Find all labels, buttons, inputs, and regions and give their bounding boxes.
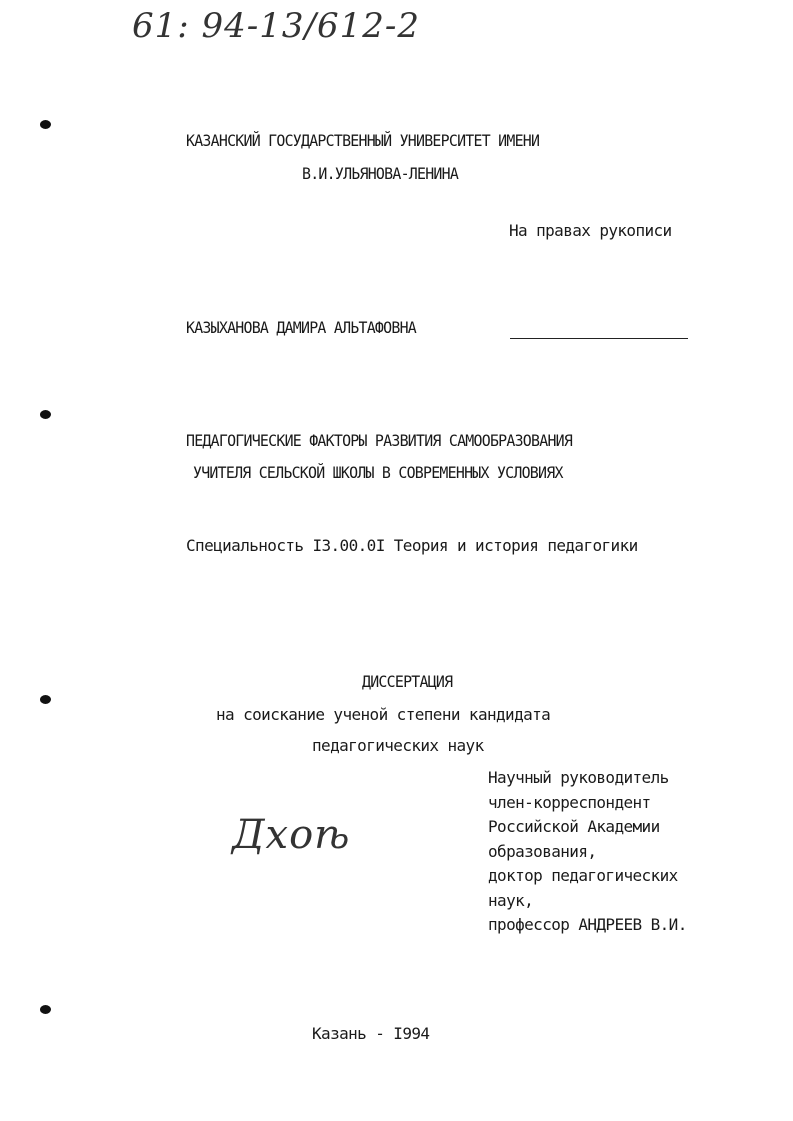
- dissertation-title-cont: УЧИТЕЛЯ СЕЛЬСКОЙ ШКОЛЫ В СОВРЕМЕННЫХ УСЛОВИЯХ: [193, 463, 563, 482]
- university-name-cont: В.И.УЛЬЯНОВА-ЛЕНИНА: [302, 164, 459, 183]
- dissertation-title: ПЕДАГОГИЧЕСКИЕ ФАКТОРЫ РАЗВИТИЯ САМООБРАЗОВАНИЯ: [186, 431, 573, 450]
- punch-hole: [40, 410, 51, 419]
- punch-hole: [40, 695, 51, 704]
- punch-hole: [40, 1005, 51, 1014]
- punch-hole: [40, 120, 51, 129]
- scientific-advisor: [488, 766, 687, 938]
- degree-field: педагогических наук: [312, 736, 484, 755]
- author-name: КАЗЫХАНОВА ДАМИРА АЛЬТАФОВНА: [186, 318, 417, 337]
- advisor-line: профессор АНДРЕЕВ В.И.: [488, 915, 687, 934]
- advisor-line: образования,: [488, 841, 597, 861]
- manuscript-note: На правах рукописи: [509, 221, 672, 240]
- advisor-line: доктор педагогических: [488, 866, 678, 885]
- advisor-line: Научный руководитель: [488, 768, 669, 787]
- advisor-line: наук,: [488, 890, 534, 910]
- degree-line: на соискание ученой степени кандидата: [216, 705, 551, 724]
- specialty: Специальность I3.00.0I Теория и история педагогики: [186, 536, 638, 555]
- signature-line: [510, 338, 688, 339]
- handwritten-signature: Дхоѣ: [232, 812, 351, 858]
- advisor-line: член-корреспондент: [488, 792, 651, 812]
- advisor-line: Российской Академии: [488, 817, 660, 836]
- city-year: Казань - I994: [312, 1024, 430, 1043]
- dissertation-heading: ДИССЕРТАЦИЯ: [362, 672, 453, 691]
- archive-mark: 61: 94-13/612-2: [132, 6, 421, 46]
- university-name: КАЗАНСКИЙ ГОСУДАРСТВЕННЫЙ УНИВЕРСИТЕТ ИМЕНИ: [186, 131, 540, 150]
